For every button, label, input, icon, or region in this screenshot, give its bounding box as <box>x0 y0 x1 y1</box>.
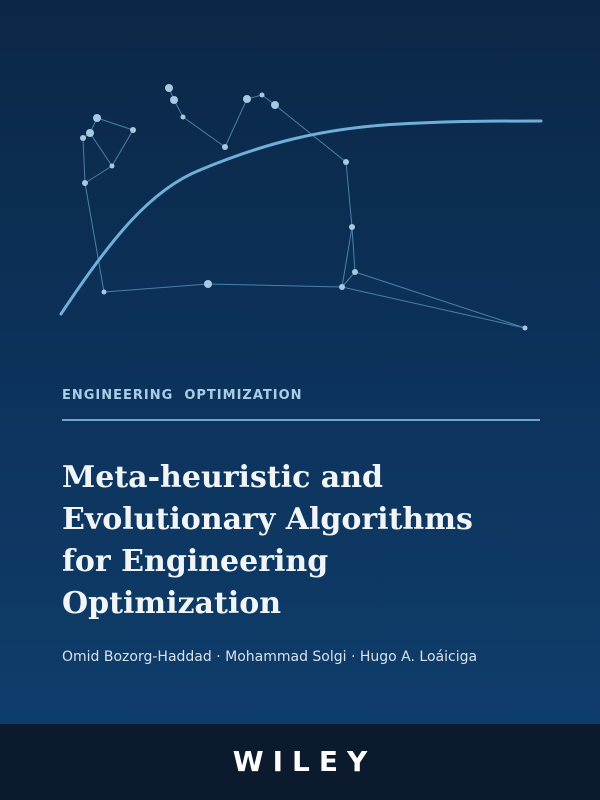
network-edges <box>83 88 525 328</box>
publisher-footer <box>0 724 600 800</box>
title-line: Optimization <box>62 586 282 621</box>
publisher-logo: WILEY <box>232 745 377 778</box>
title-line: for Engineering <box>62 544 329 579</box>
divider-rule <box>62 419 540 421</box>
book-title <box>62 457 562 625</box>
series-label: ENGINEERING OPTIMIZATION <box>62 388 303 403</box>
network-curve-illustration <box>0 0 600 360</box>
title-line: Evolutionary Algorithms <box>62 502 473 537</box>
authors-line: Omid Bozorg-Haddad · Mohammad Solgi · Hugo A. Loáiciga <box>62 649 478 665</box>
title-line: Meta-heuristic and <box>62 460 384 495</box>
convergence-curve <box>61 121 541 314</box>
